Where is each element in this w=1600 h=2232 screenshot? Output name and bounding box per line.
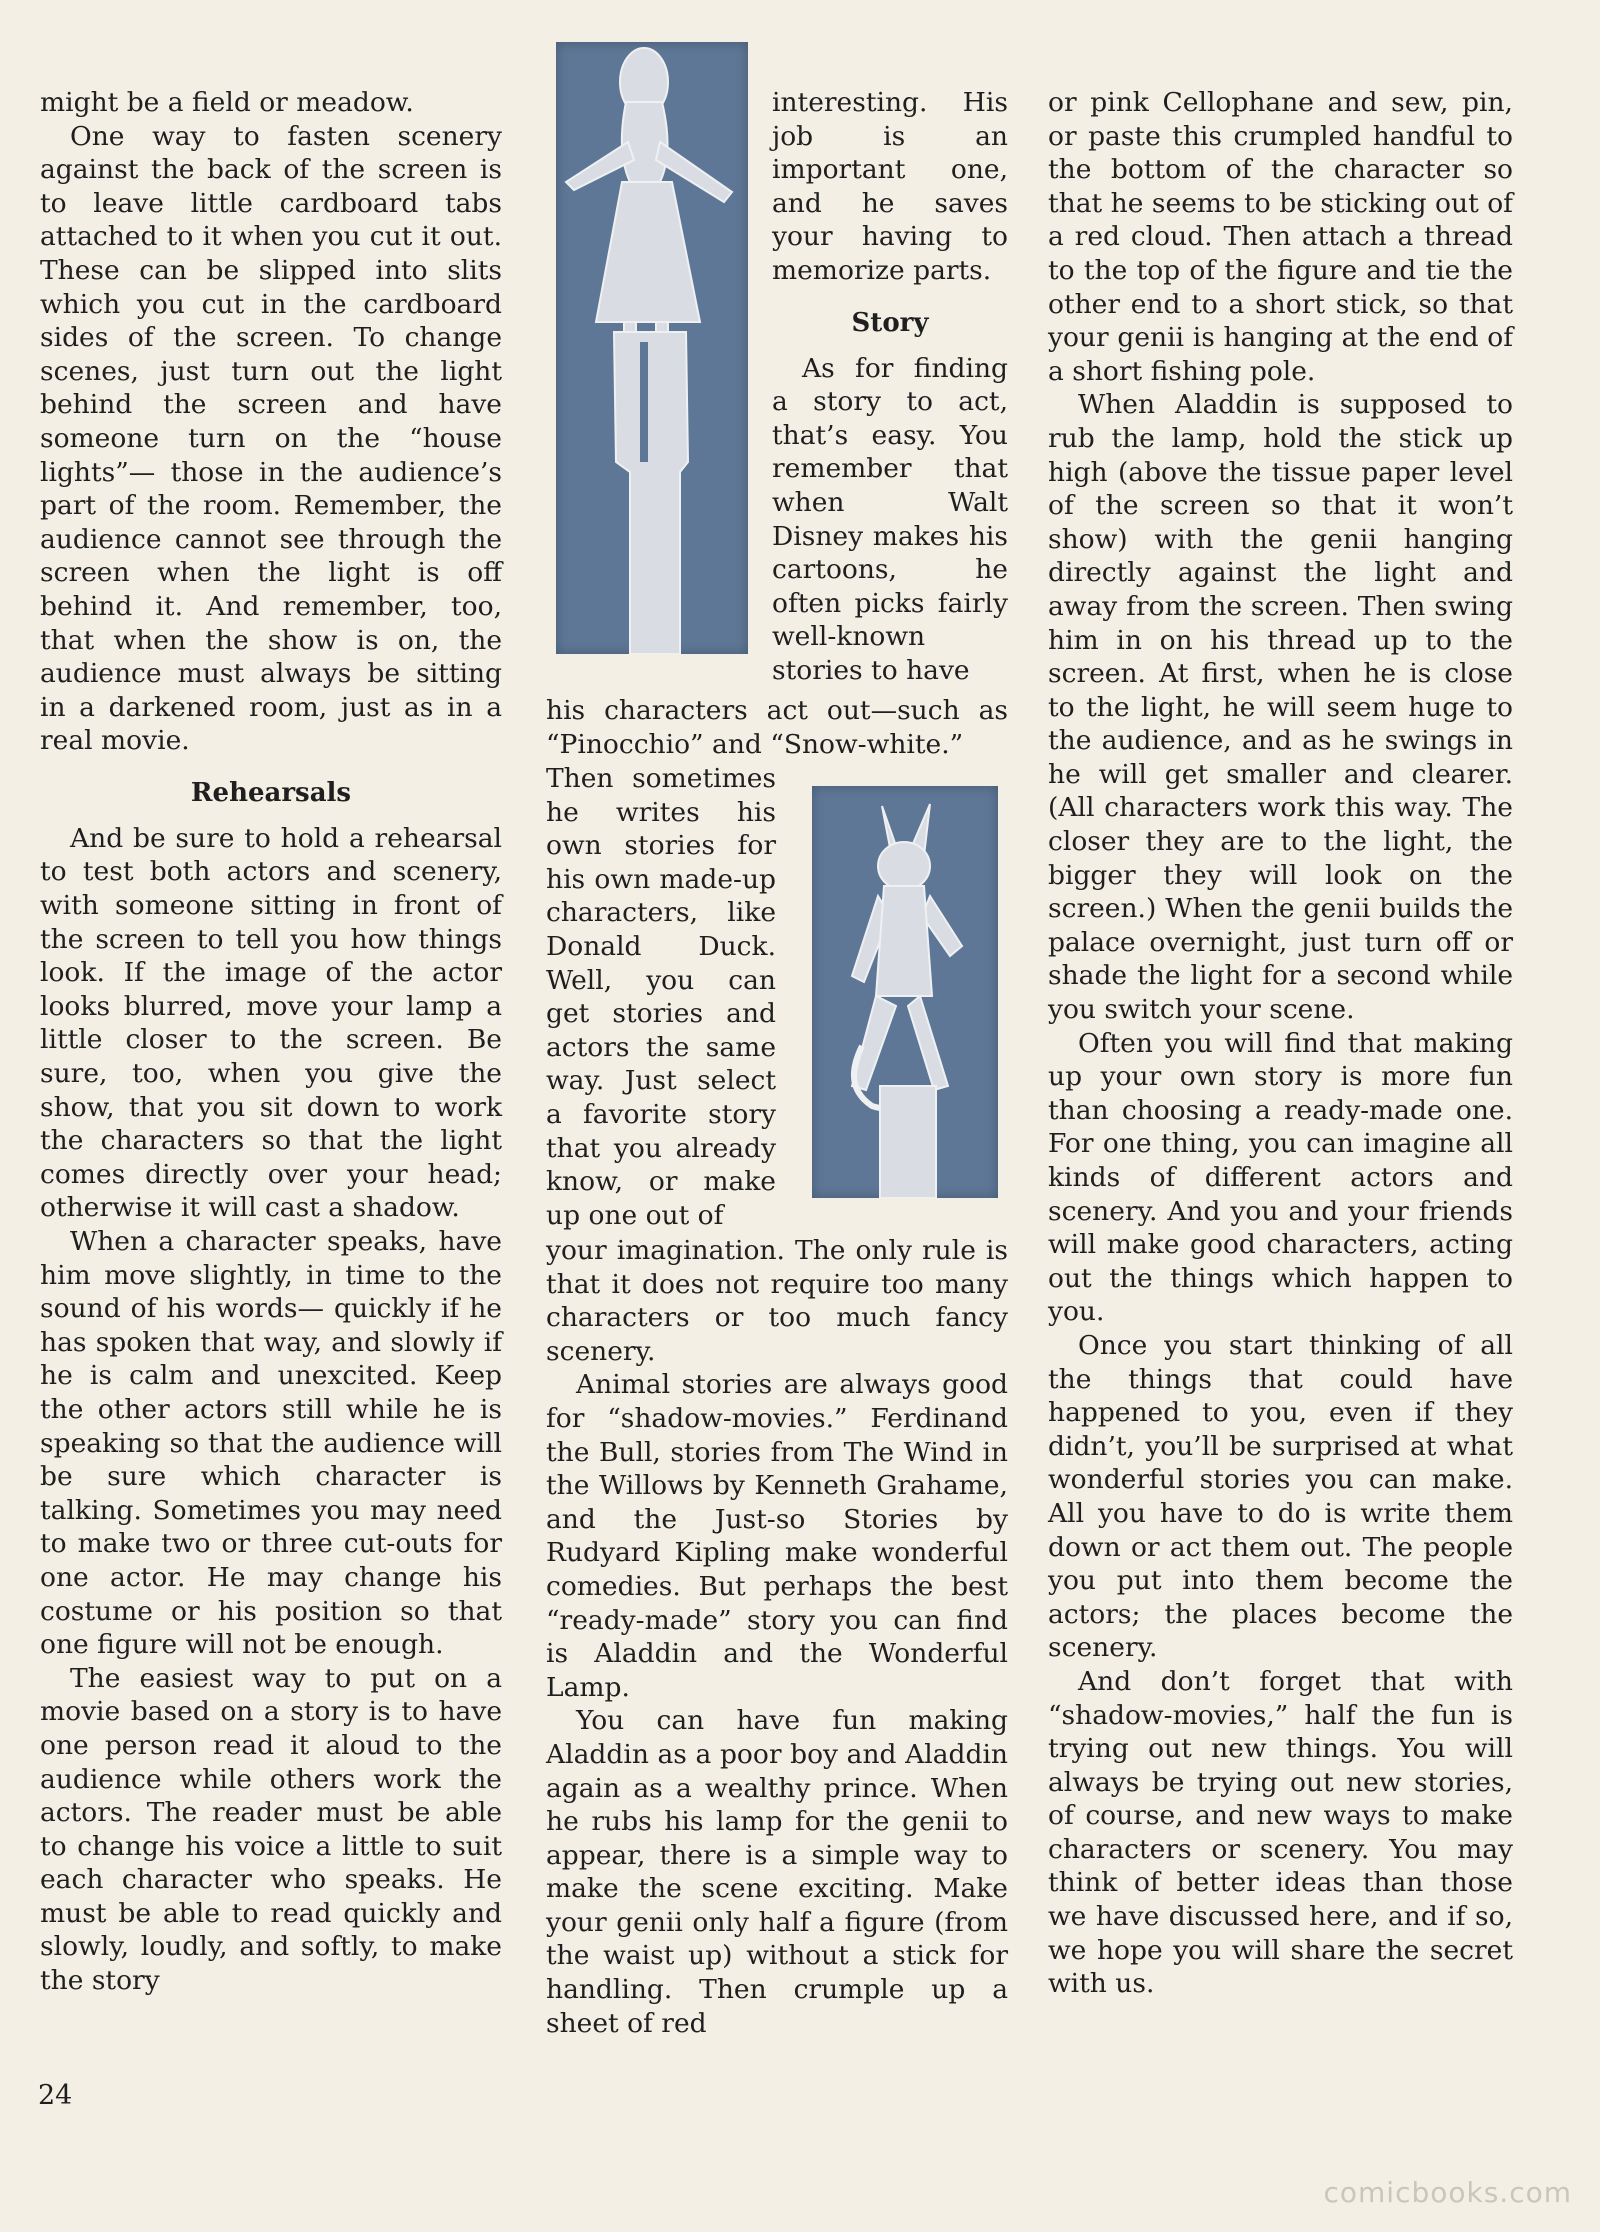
paragraph: or pink Cellophane and sew, pin, or paste this crumpled handful to the bottom of the character so that he seems to be sticking out of a red cloud. Then attach a thread to the top of the figure and tie the other end to a short stick, so that your genii is hanging at the end of a short fishing pole. <box>1048 87 1513 387</box>
cutout-figure-girl-image <box>556 42 748 654</box>
column-2-mid <box>546 694 1008 761</box>
paragraph: Once you start thinking of all the things that could have happened to you, even if they didn’t, you’ll be surprised at what wonderful stories you can make. All you have to do is write them down or act them out. The people you put into them become the actors; the places become the scenery. <box>1048 1329 1513 1664</box>
paragraph: his characters act out—such as “Pinocchio” and “Snow-white.” <box>546 695 1008 760</box>
paragraph: The easiest way to put on a movie based on a story is to have one person read it aloud to the audience while others work the actors. The reader must be able to change his voice a little to suit each character who speaks. He must be able to read quickly and slowly, loudly, and softly, to make the story <box>40 1662 502 1997</box>
column-1 <box>40 86 502 1998</box>
paragraph: And be sure to hold a rehearsal to test both actors and scenery, with someone sitting in front of the screen to tell you how things look. If the image of the actor looks blurred, move your lamp a little closer to the screen. Be sure, too, when you give the show, that you sit down to work the characters so that the light comes directly over your head; otherwise it will cast a shadow. <box>40 822 502 1224</box>
paragraph: interesting. His job is an important one, and he saves your having to memorize parts. <box>772 87 1008 286</box>
paragraph: Often you will find that making up your own story is more fun than choosing a ready-made one. For one thing, you can imagine all kinds of different actors and scenery. And you and your friends will make good characters, acting out the things which happen to you. <box>1048 1027 1513 1328</box>
girl-cutout-icon <box>556 42 748 654</box>
paragraph: When a character speaks, have him move slightly, in time to the sound of his words— quickly if he has spoken that way, and slowly if he is calm and unexcited. Keep the other actors still while he is speaking so that the audience will be sure which character is talking. Sometimes you may need to make two or three cut-outs for one actor. He may change his costume or his position so that one figure will not be enough. <box>40 1226 502 1661</box>
paragraph: And don’t forget that with “shadow-movies,” half the fun is trying out new things. You will always be trying out new stories, of course, and new ways to make characters or scenery. You may think of better ideas than those we have discussed here, and if so, we hope you will share the secret with us. <box>1048 1665 1513 2000</box>
section-heading-rehearsals: Rehearsals <box>190 777 352 808</box>
cutout-figure-rabbit-image <box>812 786 998 1198</box>
column-2-wrap <box>546 762 776 1232</box>
paragraph: As for finding a story to act, that’s easy. You remember that when Walt Disney makes his cartoons, he often picks fairly well-known stories to have <box>772 352 1008 686</box>
section-heading-story: Story <box>851 307 929 338</box>
paragraph: might be a field or meadow. <box>40 87 414 118</box>
paragraph: Animal stories are always good for “shadow-movies.” Ferdinand the Bull, stories from The Wind in the Willows by Kenneth Grahame, and the Just-so Stories by Rudyard Kipling make wonderful comedies. But perhaps the best “ready-made” story you can find is Aladdin and the Wonderful Lamp. <box>546 1369 1008 1703</box>
watermark: comicbooks.com <box>1323 2176 1572 2209</box>
column-2-bottom <box>546 1234 1008 2040</box>
paragraph: your imagination. The only rule is that it does not require too many characters or too much fancy scenery. <box>546 1235 1008 1367</box>
column-2-top <box>772 86 1008 688</box>
paragraph: One way to fasten scenery against the back of the screen is to leave little cardboard tabs attached to it when you cut it out. These can be slipped into slits which you cut in the cardboard sides of the screen. To change scenes, just turn out the light behind the screen and have someone turn on the “house lights”— those in the audience’s part of the room. Remember, the audience cannot see through the screen when the light is off behind it. And remember, too, that when the show is on, the audience must always be sitting in a darkened room, just as in a real movie. <box>40 120 502 757</box>
rabbit-cutout-icon <box>812 786 998 1198</box>
page-number: 24 <box>38 2080 73 2111</box>
column-3 <box>1048 86 1513 2001</box>
paragraph: When Aladdin is supposed to rub the lamp, hold the stick up high (above the tissue paper level of the screen so that it won’t show) with the genii hanging directly against the light and away from the screen. Then swing him in on his thread up to the screen. At first, when he is close to the light, he will seem huge to the audience, and as he swings in he will get smaller and clearer. (All characters work this way. The closer they are to the light, the bigger they will look on the screen.) When the genii builds the palace overnight, just turn off or shade the light for a second while you switch your scene. <box>1048 389 1513 1026</box>
paragraph: You can have fun making Aladdin as a poor boy and Aladdin again as a wealthy prince. When he rubs his lamp for the genii to appear, there is a simple way to make the scene exciting. Make your genii only half a figure (from the waist up) without a stick for handling. Then crumple up a sheet of red <box>546 1705 1008 2039</box>
paragraph: Then sometimes he writes his own stories for his own made-up characters, like Donald Duck. Well, you can get stories and actors the same way. Just select a favorite story that you already know, or make up one out of <box>546 763 776 1231</box>
